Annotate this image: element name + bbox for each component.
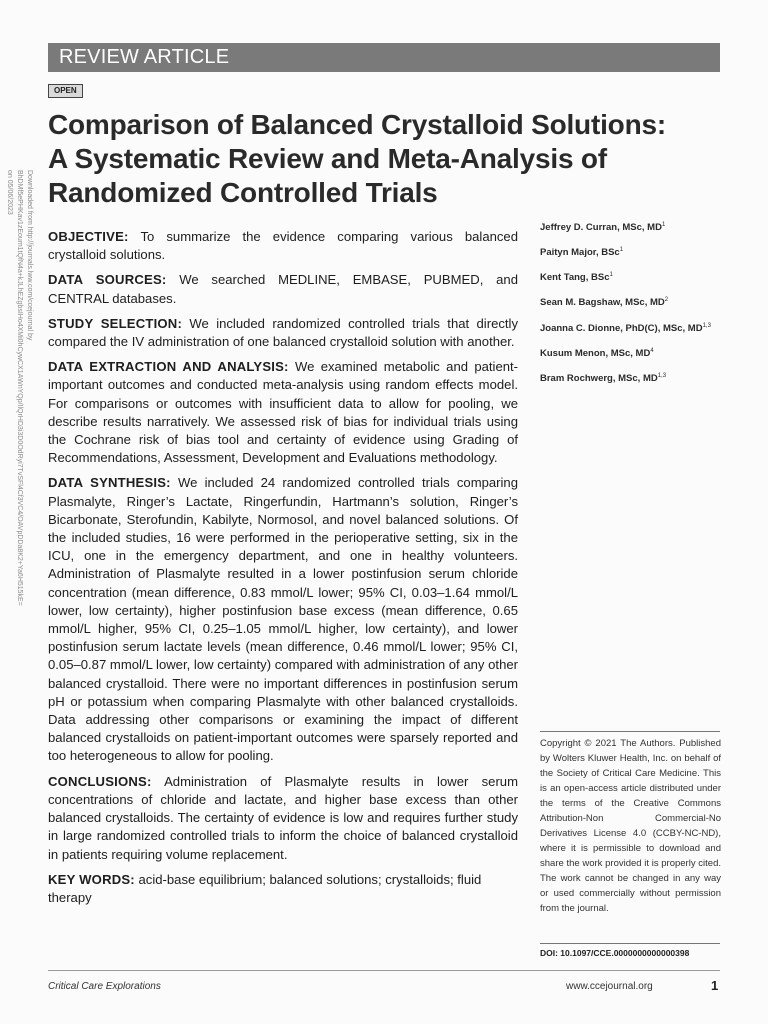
title-line-1: Comparison of Balanced Crystalloid Solutions:: [48, 109, 666, 140]
author-affiliation: 2: [664, 297, 669, 304]
author-name: Kent Tang, BSc: [540, 272, 610, 284]
author-name: Bram Rochwerg, MSc, MD: [540, 373, 658, 385]
open-access-badge: OPEN: [48, 84, 83, 98]
study-selection-text: We included randomized controlled trials that directly compared the IV administration of one balanced crystalloid solution with another.: [48, 315, 519, 350]
study-selection-label: STUDY SELECTION:: [48, 315, 183, 331]
copyright-notice: Copyright © 2021 The Authors. Published by Wolters Kluwer Health, Inc. on behalf of the Society of Critical Care Medicine. This is an open-access article distributed under the terms of the Creative Commons Attribution-Non Commercial-No Derivatives License 4.0 (CCBY-NC-ND), where it is permissible to download and share the work provided it is properly cited. The work cannot be changed in any way or used commercially without permission from the journal.: [540, 738, 721, 914]
page-number: 1: [711, 978, 719, 993]
data-synthesis-text: We included 24 randomized controlled trials comparing Plasmalyte, Ringer’s Lactate, Ringerfundin, Hartmann’s solution, Ringer’s Bicarbonate, Sterofundin, Kabilyte, Normosol, and novel balanced solutions. Of the included studies, 16 were performed in the perioperative setting, six in the ICU, one in the emergency department, and one in healthy volunteers. Administration of Plasmalyte resulted in a lower postinfusion serum chloride concentration (mean difference, 0.83 mmol/L lower; 95% CI, 0.03–1.64 mmol/L lower, low certainty), higher postinfusion base excess (mean difference, 0.65 mmol/L higher, 95% CI, 0.25–1.05 mmol/L higher, low certainty), and lower postinfusion serum lactate levels (mean difference, 0.46 mmol/L lower; 95% CI, 0.05–0.87 mmol/L lower, low certainty) compared with administration of any other balanced crystalloid. There were no important differences in postinfusion serum pH or potassium when comparing Plasmalyte with other balanced crystalloids. Data addressing other comparisons or examining the impact of different balanced crystalloids on patient-important outcomes were sparsely reported and too heterogeneous to allow for pooling.: [48, 475, 519, 764]
author-affiliation: 1,3: [702, 322, 711, 329]
conclusions-label: CONCLUSIONS:: [48, 773, 152, 789]
journal-name: Critical Care Explorations: [48, 981, 161, 992]
footer-divider: [48, 970, 720, 971]
copyright-divider: [540, 731, 720, 732]
journal-url-link[interactable]: www.ccejournal.org: [566, 981, 653, 992]
author-list: [540, 219, 725, 395]
keywords-label: KEY WORDS:: [48, 871, 135, 887]
author-item: [540, 294, 725, 309]
author-item: [540, 269, 725, 284]
doi-divider: [540, 943, 720, 944]
author-affiliation: 4: [650, 347, 654, 354]
abstract-data-synthesis: [48, 474, 518, 765]
data-sources-text: We searched MEDLINE, EMBASE, PUBMED, and CENTRAL databases.: [48, 272, 518, 306]
title-line-2: A Systematic Review and Meta-Analysis of: [48, 143, 607, 174]
download-watermark: Downloaded from http://journals.lww.com/ccejournal by BhDMf5ePHKav1zEoum1tQfN4a+kJLhEZgbsIHo4XMi0hCywCX1AWnYQp/IlQrHD3i3D0OdRyi7TvSFl4Cf3VC4/OAVpDDa8K2+Ya6H515kE= on 05/06/2023: [6, 170, 33, 606]
doi-link[interactable]: DOI: 10.1097/CCE.0000000000000398: [540, 948, 690, 958]
author-name: Jeffrey D. Curran, MSc, MD: [540, 222, 662, 234]
abstract-data-extraction: [48, 358, 518, 467]
author-name: Kusum Menon, MSc, MD: [540, 347, 651, 359]
author-affiliation: 1: [619, 247, 624, 254]
download-watermark-container: [0, 170, 34, 610]
conclusions-text: Administration of Plasmalyte results in lower serum concentrations of chloride and lactate, and higher base excess than other balanced crystalloids. The certainty of evidence is low and requires further study in large randomized controlled trials to inform the choice of balanced crystalloid in patients requiring volume replacement.: [48, 773, 518, 862]
author-item: [540, 320, 725, 335]
author-item: [540, 345, 725, 360]
abstract: [48, 228, 518, 914]
author-name: Paityn Major, BSc: [540, 247, 620, 259]
objective-text: To summarize the evidence comparing various balanced crystalloid solutions.: [48, 229, 518, 263]
author-affiliation: 1: [661, 222, 666, 228]
abstract-data-sources: [48, 271, 518, 307]
data-extraction-text: We examined metabolic and patient-important outcomes and conducted meta-analysis using random effects model. For comparisons or outcomes with insufficient data to allow for pooling, we describe results narratively. We assessed risk of bias for individual trials using the Cochrane risk of bias tool and certainty of evidence using Grading of Recommendations, Assessment, Development and Evaluations methodology.: [48, 359, 519, 466]
article-title: [48, 108, 728, 210]
data-extraction-label: DATA EXTRACTION AND ANALYSIS:: [48, 359, 289, 375]
author-item: [540, 219, 725, 234]
abstract-keywords: [48, 871, 518, 907]
author-affiliation: 1,3: [657, 372, 667, 379]
abstract-conclusions: [48, 773, 518, 864]
title-line-3: Randomized Controlled Trials: [48, 177, 438, 208]
author-affiliation: 1: [609, 272, 613, 279]
abstract-objective: [48, 228, 518, 264]
author-name: Joanna C. Dionne, PhD(C), MSc, MD: [540, 322, 703, 334]
objective-label: OBJECTIVE:: [48, 229, 129, 244]
data-synthesis-label: DATA SYNTHESIS:: [48, 475, 171, 491]
abstract-study-selection: [48, 315, 518, 351]
author-item: [540, 244, 725, 259]
data-sources-label: DATA SOURCES:: [48, 272, 167, 288]
keywords-text: acid-base equilibrium; balanced solutions; crystalloids; fluid therapy: [48, 871, 482, 905]
article-type-banner: REVIEW ARTICLE: [48, 43, 720, 72]
author-name: Sean M. Bagshaw, MSc, MD: [540, 297, 665, 309]
author-item: [540, 370, 725, 385]
